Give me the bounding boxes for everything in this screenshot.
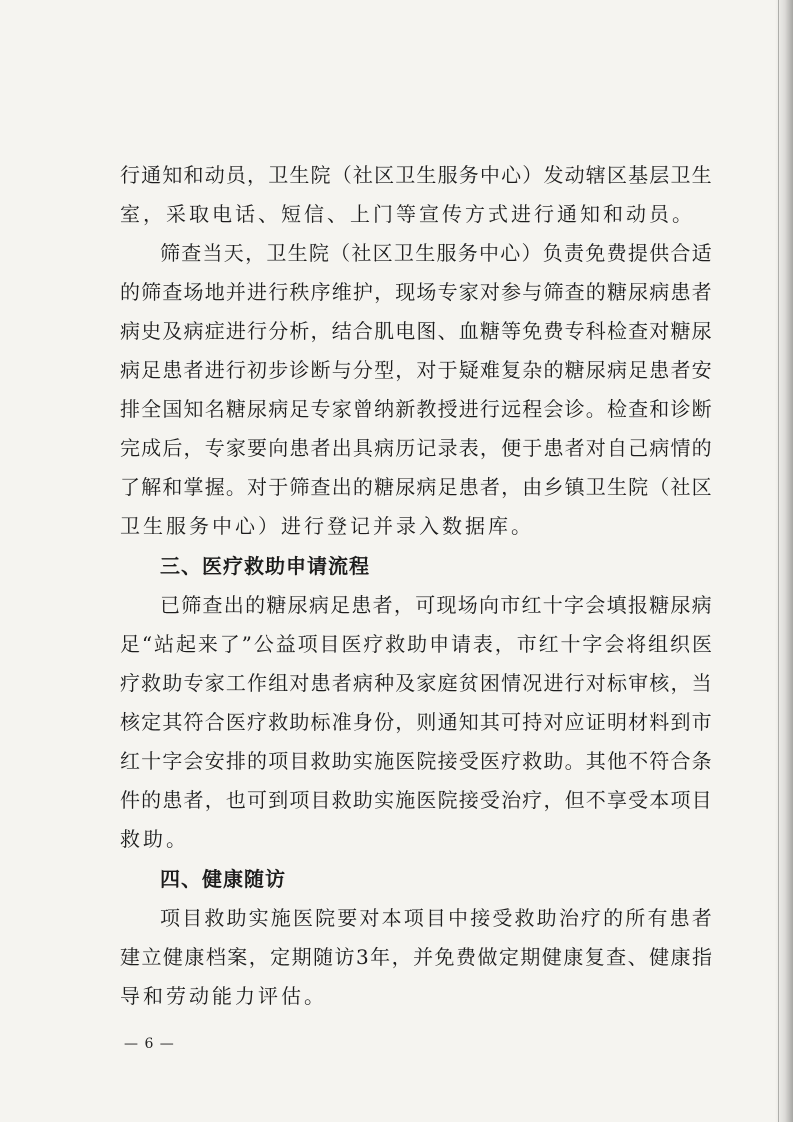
- page-number: — 6 —: [124, 1036, 175, 1052]
- text-line: 筛 查 当 天 ， 卫 生 院 （ 社 区 卫 生 服 务 中 心 ） 负 责 免 费 提 供 合 适: [160, 241, 712, 265]
- text-line: 卫 生 服 务 中 心 ） 进 行 登 记 并 录 入 数 据 库 。: [120, 514, 531, 538]
- text-line: 件 的 患 者 ， 也 可 到 项 目 救 助 实 施 医 院 接 受 治 疗 ， 但 不 享 受 本 项 目: [120, 788, 712, 812]
- text-line: 了 解 和 掌 握 。 对 于 筛 查 出 的 糖 尿 病 足 患 者 ， 由 乡 镇 卫 生 院 （ 社 区: [120, 475, 712, 499]
- section-heading: 四 、 健 康 随 访: [160, 867, 285, 891]
- text-line: 病 足 患 者 进 行 初 步 诊 断 与 分 型 ， 对 于 疑 难 复 杂 的 糖 尿 病 足 患 者 安: [120, 358, 712, 382]
- text-line: 疗 救 助 专 家 工 作 组 对 患 者 病 种 及 家 庭 贫 困 情 况 进 行 对 标 审 核 ， 当: [120, 671, 712, 695]
- page-edge-shadow: [775, 0, 793, 1122]
- text-line: 排 全 国 知 名 糖 尿 病 足 专 家 曾 纳 新 教 授 进 行 远 程 会 诊 。 检 查 和 诊 断: [120, 397, 712, 421]
- text-line: 完 成 后 ， 专 家 要 向 患 者 出 具 病 历 记 录 表 ， 便 于 患 者 对 自 己 病 情 的: [120, 436, 712, 460]
- text-line: 的 筛 查 场 地 并 进 行 秩 序 维 护 ， 现 场 专 家 对 参 与 筛 查 的 糖 尿 病 患 者: [120, 280, 712, 304]
- section-heading: 三 、 医 疗 救 助 申 请 流 程: [160, 554, 369, 578]
- text-line: 行 通 知 和 动 员 ， 卫 生 院 （ 社 区 卫 生 服 务 中 心 ） 发 动 辖 区 基 层 卫 生: [120, 163, 712, 187]
- text-line: 项 目 救 助 实 施 医 院 要 对 本 项 目 中 接 受 救 助 治 疗 的 所 有 患 者: [160, 906, 712, 930]
- text-line: 导 和 劳 动 能 力 评 估 。: [120, 984, 324, 1008]
- text-line: 红 十 字 会 安 排 的 项 目 救 助 实 施 医 院 接 受 医 疗 救 助 。 其 他 不 符 合 条: [120, 749, 712, 773]
- text-line: 救 助 。: [120, 827, 186, 851]
- document-body: [120, 156, 712, 1016]
- text-line: 核 定 其 符 合 医 疗 救 助 标 准 身 份 ， 则 通 知 其 可 持 对 应 证 明 材 料 到 市: [120, 710, 712, 734]
- text-line: 建 立 健 康 档 案 ， 定 期 随 访 3 年 ， 并 免 费 做 定 期 健 康 复 查 、 健 康 指: [120, 945, 712, 969]
- text-line: 已 筛 查 出 的 糖 尿 病 足 患 者 ， 可 现 场 向 市 红 十 字 会 填 报 糖 尿 病: [160, 593, 712, 617]
- text-line: 室 ， 采 取 电 话 、 短 信 、 上 门 等 宣 传 方 式 进 行 通 知 和 动 员 。: [120, 202, 692, 226]
- text-line: 病 史 及 病 症 进 行 分 析 ， 结 合 肌 电 图 、 血 糖 等 免 费 专 科 检 查 对 糖 尿: [120, 319, 712, 343]
- text-line: 足 “ 站 起 来 了 ” 公 益 项 目 医 疗 救 助 申 请 表 ， 市 红 十 字 会 将 组 织 医: [120, 632, 712, 656]
